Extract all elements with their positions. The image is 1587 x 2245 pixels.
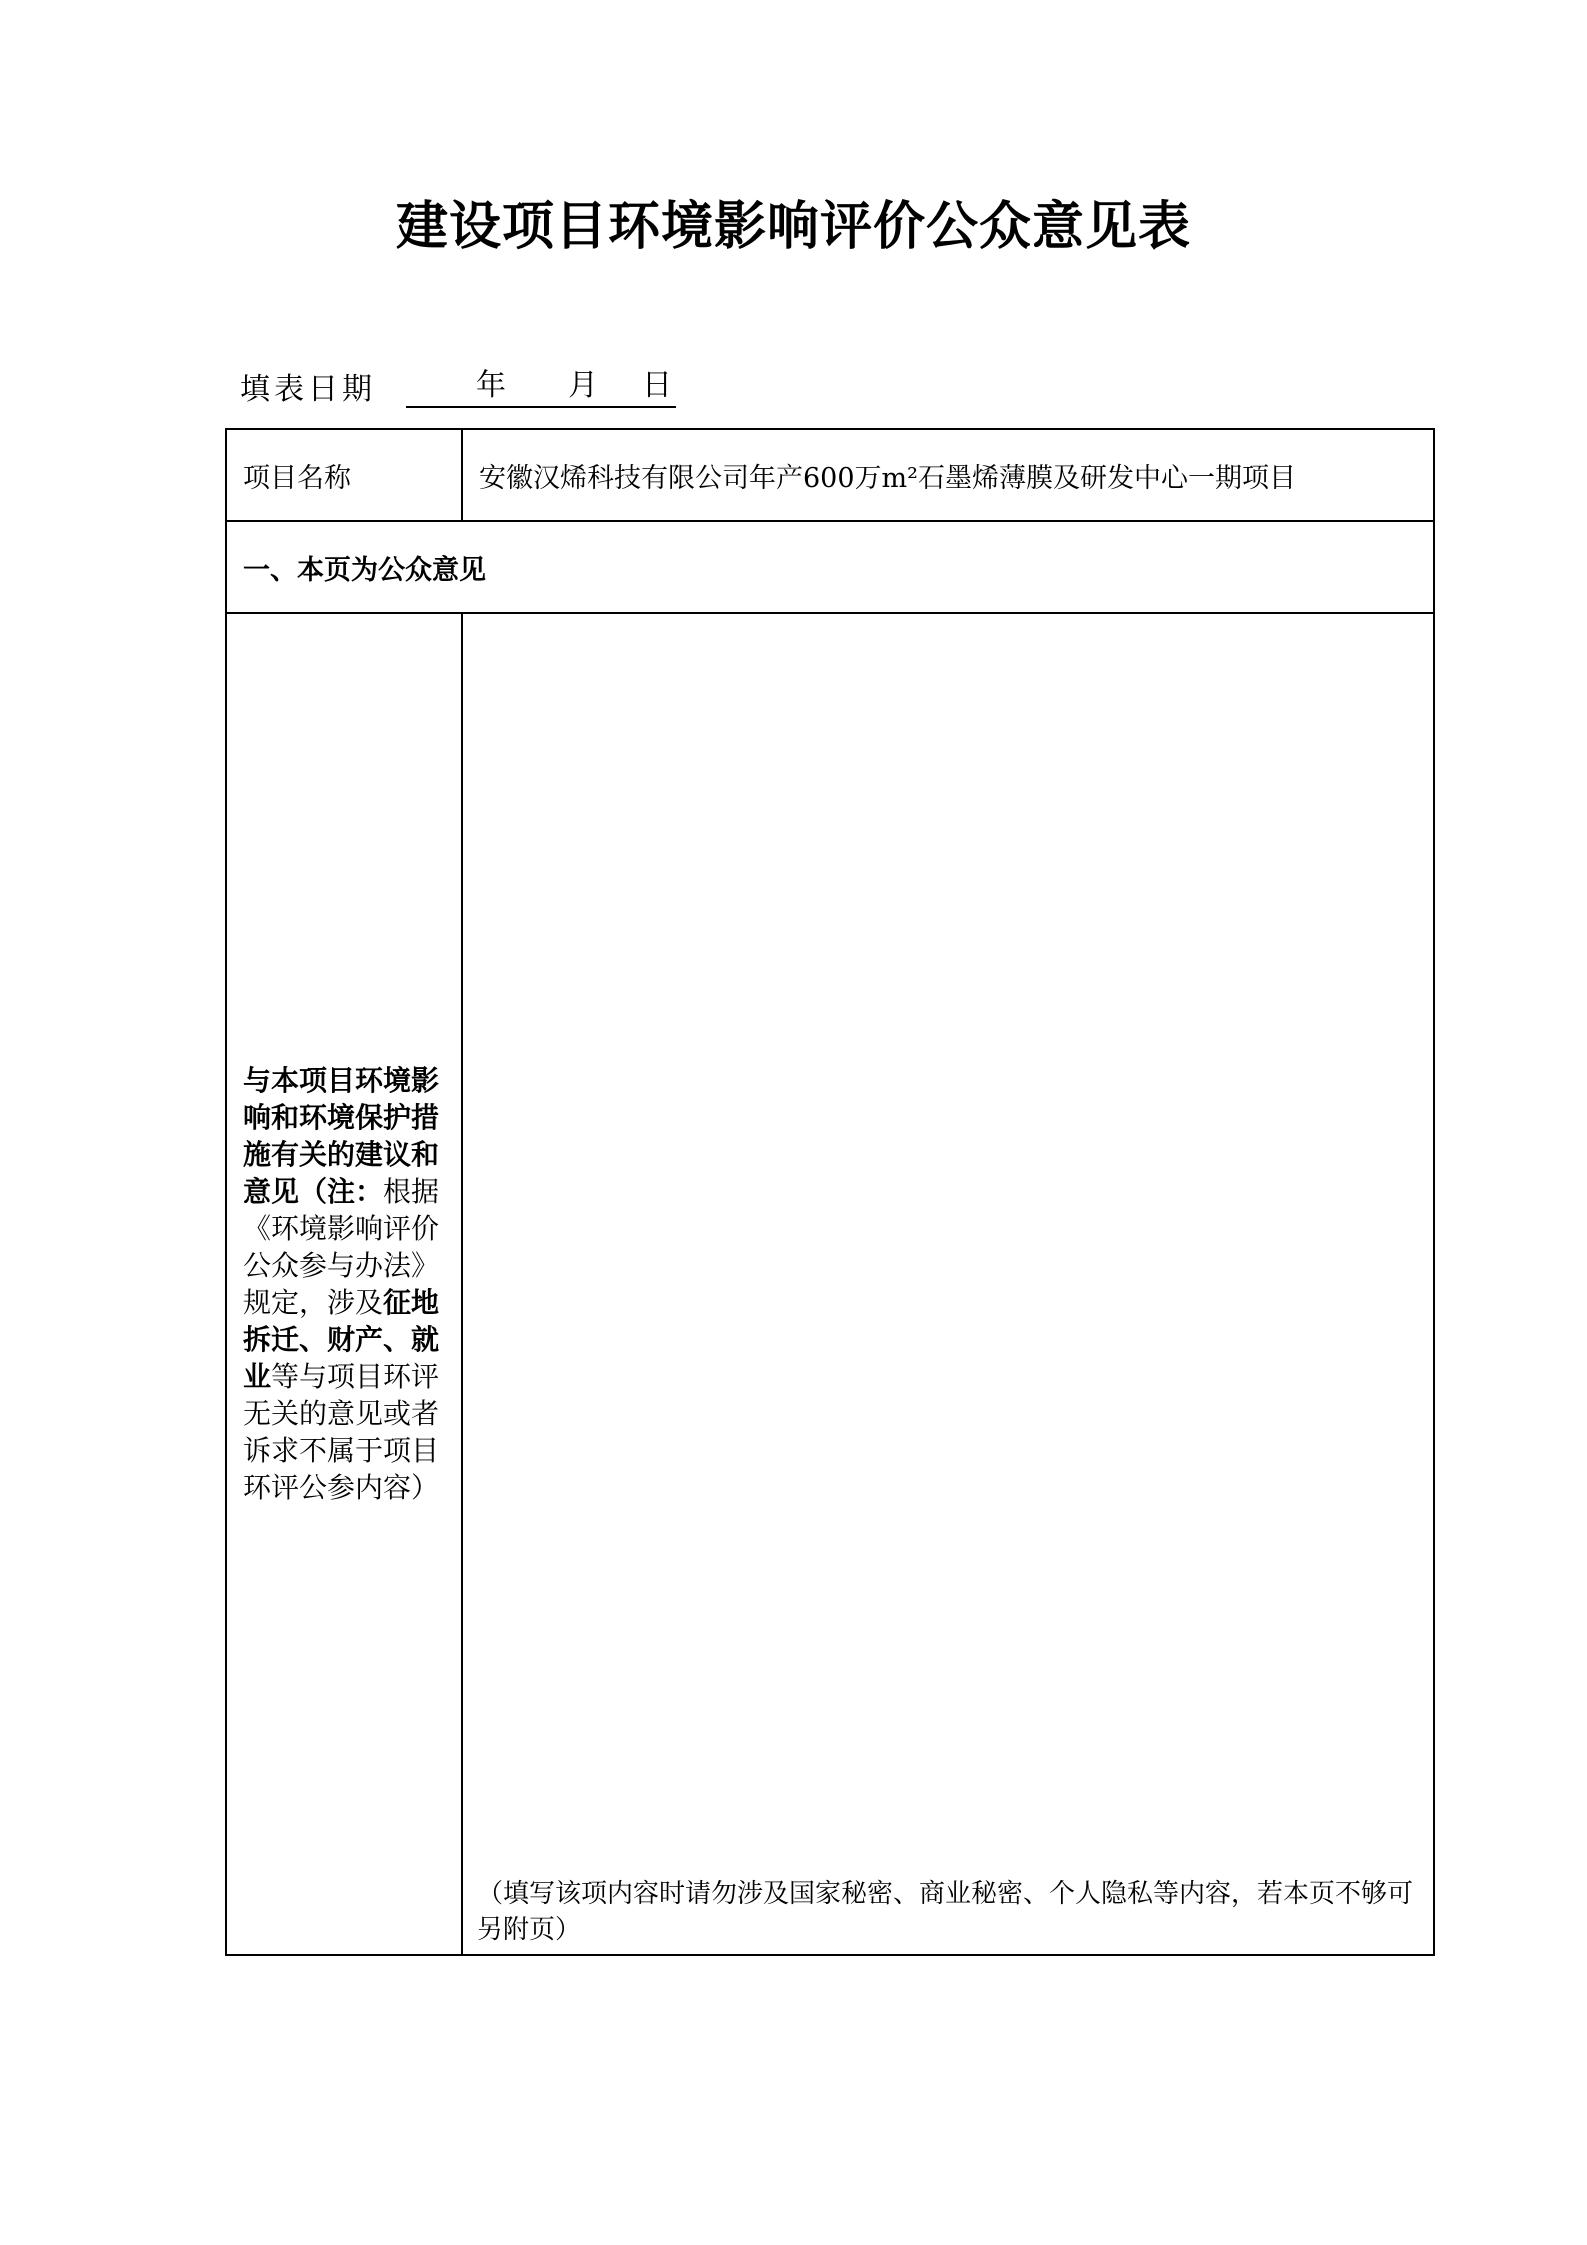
fill-date-field[interactable] [406,360,676,408]
opinion-row [226,613,1434,1955]
opinion-label [226,613,462,1955]
year-unit: 年 [476,368,510,403]
fill-date-row [240,362,676,408]
opinion-input-area[interactable] [462,613,1434,1955]
project-name-value: 安徽汉烯科技有限公司年产600万m²石墨烯薄膜及研发中心一期项目 [462,429,1434,521]
form-title: 建设项目环境影响评价公众意见表 [395,196,1191,257]
month-unit: 月 [568,368,602,403]
day-unit: 日 [642,368,676,403]
fill-date-label: 填表日期 [240,372,376,407]
opinion-note: （填写该项内容时请勿涉及国家秘密、商业秘密、个人隐私等内容，若本页不够可另附页） [477,1879,1414,1945]
opinion-label-bold-2: 征地拆迁、财产、就业 [243,1286,440,1393]
section-heading-row [226,521,1434,613]
opinion-label-text-2: 根据《环境影响评价公众参与办法》规定，涉及 [243,1175,440,1319]
opinion-label-bold: 与本项目环境影响和环境保护措施有关的建议和意见（注： [243,1064,440,1208]
section-heading: 一、本页为公众意见 [226,521,1434,613]
project-name-label: 项目名称 [226,429,462,521]
project-name-row [226,429,1434,521]
opinion-form-table [225,428,1435,1956]
opinion-label-text-3: 等与项目环评无关的意见或者诉求不属于项目环评公参内容） [243,1360,440,1504]
